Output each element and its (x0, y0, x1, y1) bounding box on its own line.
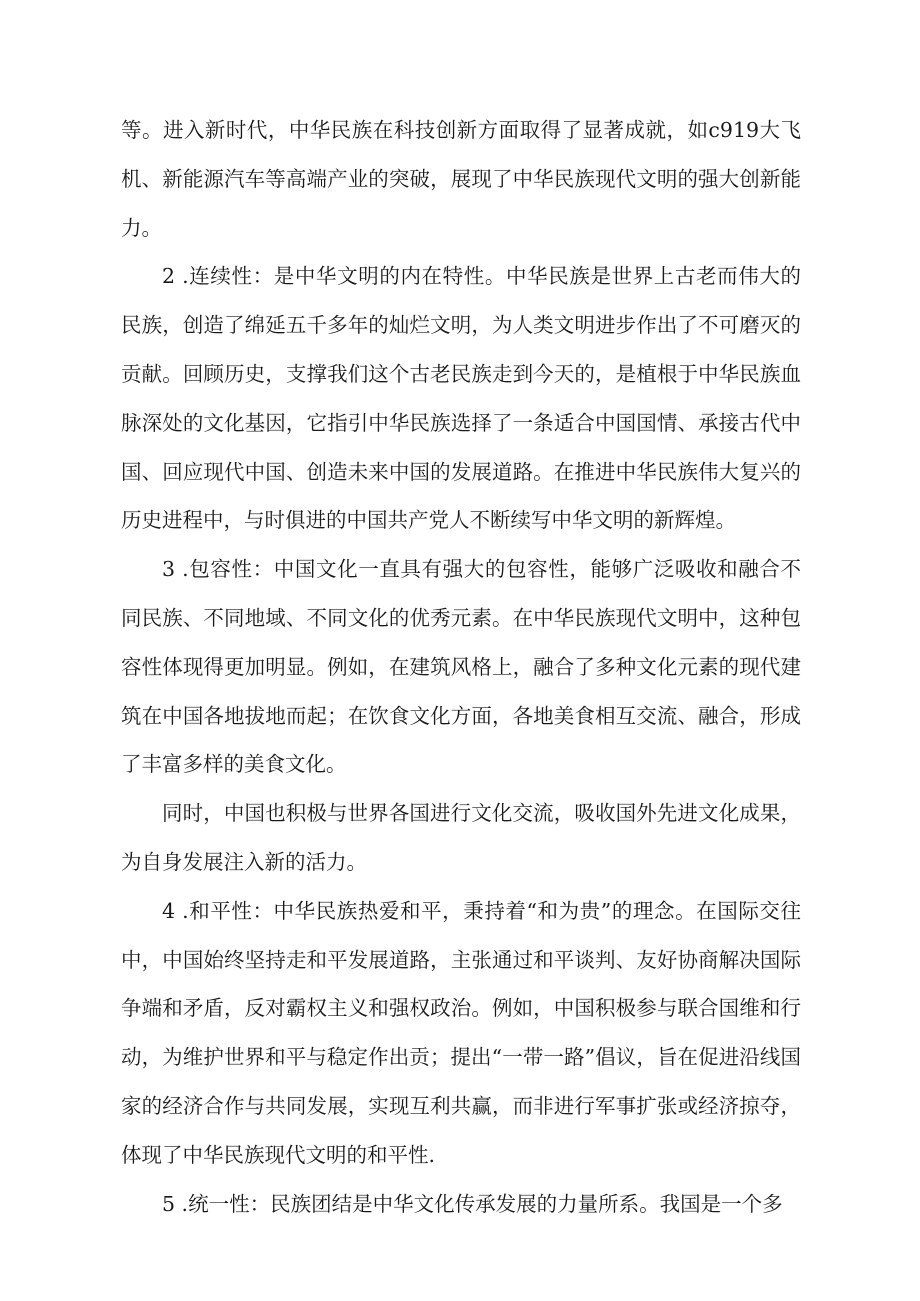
paragraph-unity: 5 .统一性：民族团结是中华文化传承发展的力量所系。我国是一个多 (162, 1191, 783, 1216)
paragraph-peacefulness: 4 .和平性：中华民族热爱和平，秉持着“和为贵”的理念。在国际交往中，中国始终坚持走和平发展道路，主张通过和平谈判、友好协商解决国际争端和矛盾，反对霸权主义和强权政治。例如，中国积极参与联合国维和行动，为维护世界和平与稳定作出贡；提出“一带一路”倡议，旨在促进沿线国家的经济合作与共同发展，实现互利共赢，而非进行军事扩张或经济掠夺，体现了中华民族现代文明的和平性. (121, 898, 801, 1167)
paragraph-continuity: 2 .连续性：是中华文明的内在特性。中华民族是世界上古老而伟大的民族，创造了绵延五千多年的灿烂文明，为人类文明进步作出了不可磨灭的贡献。回顾历史，支撑我们这个古老民族走到今天的，是植根于中华民族血脉深处的文化基因，它指引中华民族选择了一条适合中国国情、承接古代中国、回应现代中国、创造未来中国的发展道路。在推进中华民族伟大复兴的历史进程中，与时俱进的中国共产党人不断续写中华文明的新辉煌。 (121, 264, 801, 533)
document-body (121, 106, 801, 1228)
paragraph-cultural-exchange: 同时，中国也积极与世界各国进行文化交流，吸收国外先进文化成果，为自身发展注入新的活力。 (121, 801, 801, 874)
paragraph-innovation-continued: 等。进入新时代，中华民族在科技创新方面取得了显著成就，如c919大飞机、新能源汽车等高端产业的突破，展现了中华民族现代文明的强大创新能力。 (121, 118, 801, 240)
paragraph-inclusiveness: 3 .包容性：中国文化一直具有强大的包容性，能够广泛吸收和融合不同民族、不同地域、不同文化的优秀元素。在中华民族现代文明中，这种包容性体现得更加明显。例如，在建筑风格上，融合了多种文化元素的现代建筑在中国各地拔地而起；在饮食文化方面，各地美食相互交流、融合，形成了丰富多样的美食文化。 (121, 557, 801, 777)
